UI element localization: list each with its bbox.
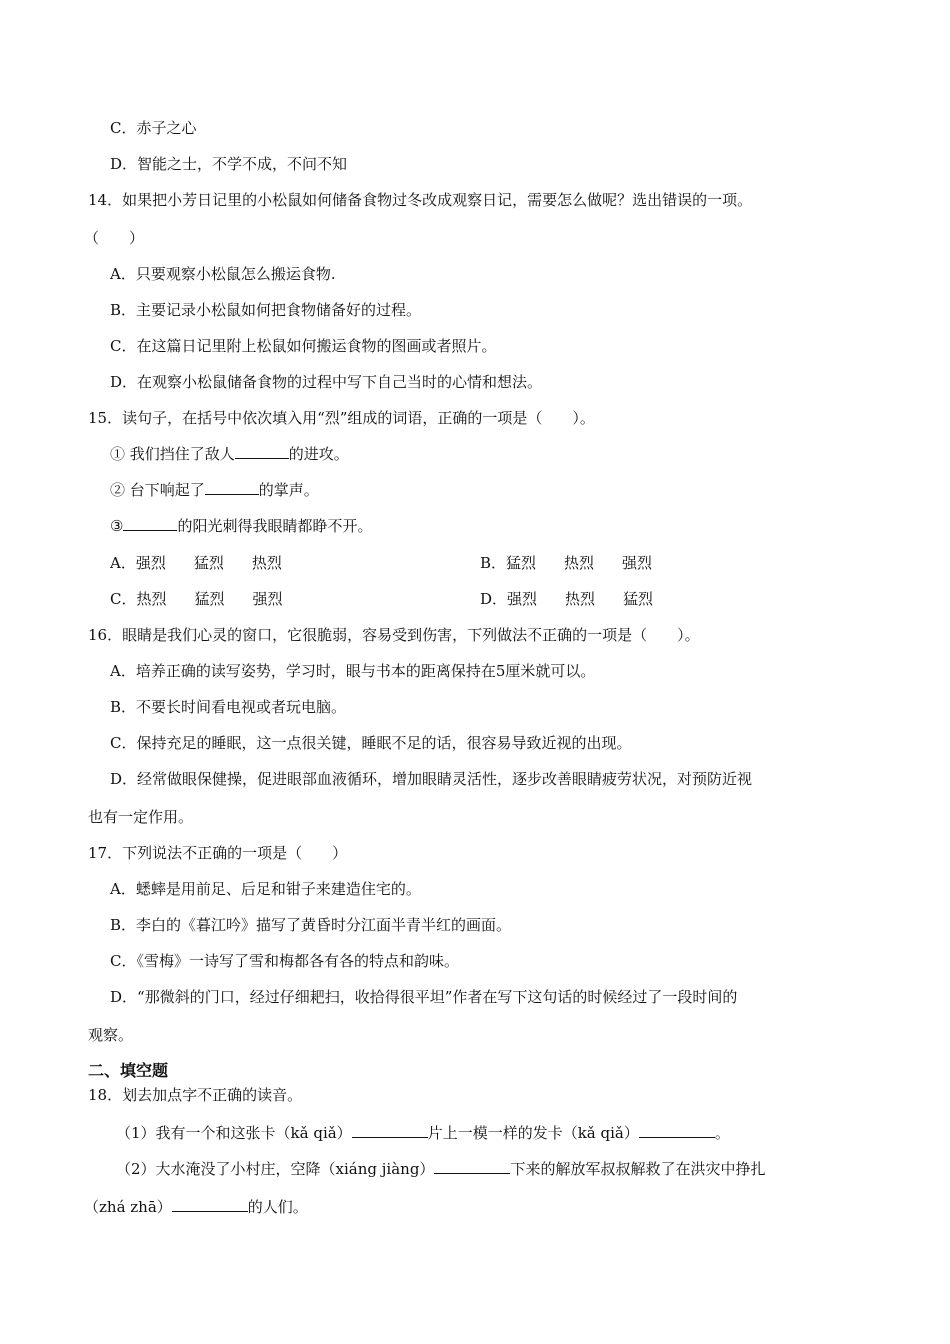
q15-c-word-2: 猛烈 (194, 590, 225, 608)
q18-blank-1[interactable] (352, 1123, 428, 1138)
q16-stem: 16．眼睛是我们心灵的窗口，它很脆弱，容易受到伤害，下列做法不正确的一项是（ ）。 (88, 626, 700, 644)
q18-blank-2[interactable] (639, 1123, 715, 1138)
q18-p1-text-b: 片上一模一样的发卡（kǎ qiǎ） (427, 1124, 639, 1142)
q15-b-word-3: 强烈 (622, 554, 653, 572)
q15-sentence-1 (110, 444, 349, 464)
q18-part-2-line2 (84, 1197, 308, 1217)
q18-part-1 (116, 1123, 730, 1143)
q15-s1-pre: ① 我们挡住了敌人 (110, 445, 235, 463)
q18-p1-text-c: 。 (714, 1124, 730, 1142)
q16-option-a: A．培养正确的读写姿势，学习时，眼与书本的距离保持在5厘米就可以。 (110, 662, 596, 680)
q16-option-b: B．不要长时间看电视或者玩电脑。 (110, 698, 347, 716)
q17-option-b: B．李白的《暮江吟》描写了黄昏时分江面半青半红的画面。 (110, 916, 512, 934)
q14-answer-paren: （ ） (84, 229, 145, 247)
q17-option-c: C．《雪梅》一诗写了雪和梅都各有各的特点和韵味。 (110, 952, 459, 970)
q14-option-d: D．在观察小松鼠储备食物的过程中写下自己当时的心情和想法。 (110, 373, 543, 391)
q15-d-word-3: 猛烈 (623, 590, 654, 608)
q14-stem: 14．如果把小芳日记里的小松鼠如何储备食物过冬改成观察日记，需要怎么做呢？选出错误的一项。 (88, 191, 753, 209)
q18-stem: 18．划去加点字不正确的读音。 (88, 1086, 303, 1104)
q17-option-d-line1: D．“那微斜的门口，经过仔细耙扫，收拾得很平坦”作者在写下这句话的时候经过了一段时间的 (110, 988, 738, 1006)
q16-option-c: C．保持充足的睡眠，这一点很关键，睡眠不足的话，很容易导致近视的出现。 (110, 734, 632, 752)
q15-s1-post: 的进攻。 (288, 445, 349, 463)
q15-stem: 15．读句子，在括号中依次填入用“烈”组成的词语，正确的一项是（ ）。 (88, 409, 595, 427)
q15-d-word-1: D．强烈 (480, 590, 538, 608)
q15-s2-pre: ② 台下响起了 (110, 481, 205, 499)
q17-stem: 17．下列说法不正确的一项是（ ） (88, 844, 348, 862)
section-title-fill-in: 二、填空题 (88, 1061, 169, 1080)
q18-blank-4[interactable] (172, 1197, 248, 1212)
q15-a-word-3: 热烈 (251, 554, 282, 572)
q18-p2-text-d: 的人们。 (247, 1198, 308, 1216)
q17-option-d-line2: 观察。 (88, 1026, 134, 1044)
q13-option-c: C．赤子之心 (110, 119, 197, 137)
q15-option-c (110, 589, 283, 609)
q16-option-d-line2: 也有一定作用。 (88, 808, 194, 826)
q18-p1-text-a: （1）我有一个和这张卡（kǎ qiǎ） (116, 1124, 352, 1142)
q15-c-word-1: C．热烈 (110, 590, 167, 608)
q18-p2-text-c: （zhá zhā） (84, 1198, 172, 1216)
q15-a-word-2: 猛烈 (193, 554, 224, 572)
q15-s3-post: 的阳光刺得我眼睛都睁不开。 (177, 517, 373, 535)
q14-option-a: A．只要观察小松鼠怎么搬运食物. (110, 265, 336, 283)
q15-sentence-2 (110, 480, 319, 500)
q17-option-a: A．蟋蟀是用前足、后足和钳子来建造住宅的。 (110, 880, 421, 898)
q15-blank-1[interactable] (235, 444, 289, 459)
q14-option-c: C．在这篇日记里附上松鼠如何搬运食物的图画或者照片。 (110, 337, 497, 355)
q15-sentence-3 (110, 516, 372, 536)
q15-option-a (110, 553, 282, 573)
q15-blank-3[interactable] (123, 516, 177, 531)
q15-s3-pre: ③ (110, 517, 124, 535)
q18-p2-text-a: （2）大水淹没了小村庄，空降（xiáng jiàng） (116, 1160, 435, 1178)
q13-option-d: D．智能之士，不学不成，不问不知 (110, 155, 348, 173)
q15-d-word-2: 热烈 (565, 590, 596, 608)
q15-blank-2[interactable] (205, 480, 259, 495)
q15-b-word-2: 热烈 (564, 554, 595, 572)
q15-s2-post: 的掌声。 (258, 481, 319, 499)
q18-part-2 (116, 1159, 765, 1179)
q15-option-b (480, 553, 652, 573)
q15-a-word-1: A．强烈 (110, 554, 166, 572)
q15-c-word-3: 强烈 (252, 590, 283, 608)
q15-option-d (480, 589, 653, 609)
q14-option-b: B．主要记录小松鼠如何把食物储备好的过程。 (110, 301, 422, 319)
q16-option-d-line1: D．经常做眼保健操，促进眼部血液循环，增加眼睛灵活性，逐步改善眼睛疲劳状况，对预防近视 (110, 770, 753, 788)
q18-blank-3[interactable] (434, 1159, 510, 1174)
q18-p2-text-b: 下来的解放军叔叔解救了在洪灾中挣扎 (510, 1160, 766, 1178)
q15-b-word-1: B．猛烈 (480, 554, 537, 572)
